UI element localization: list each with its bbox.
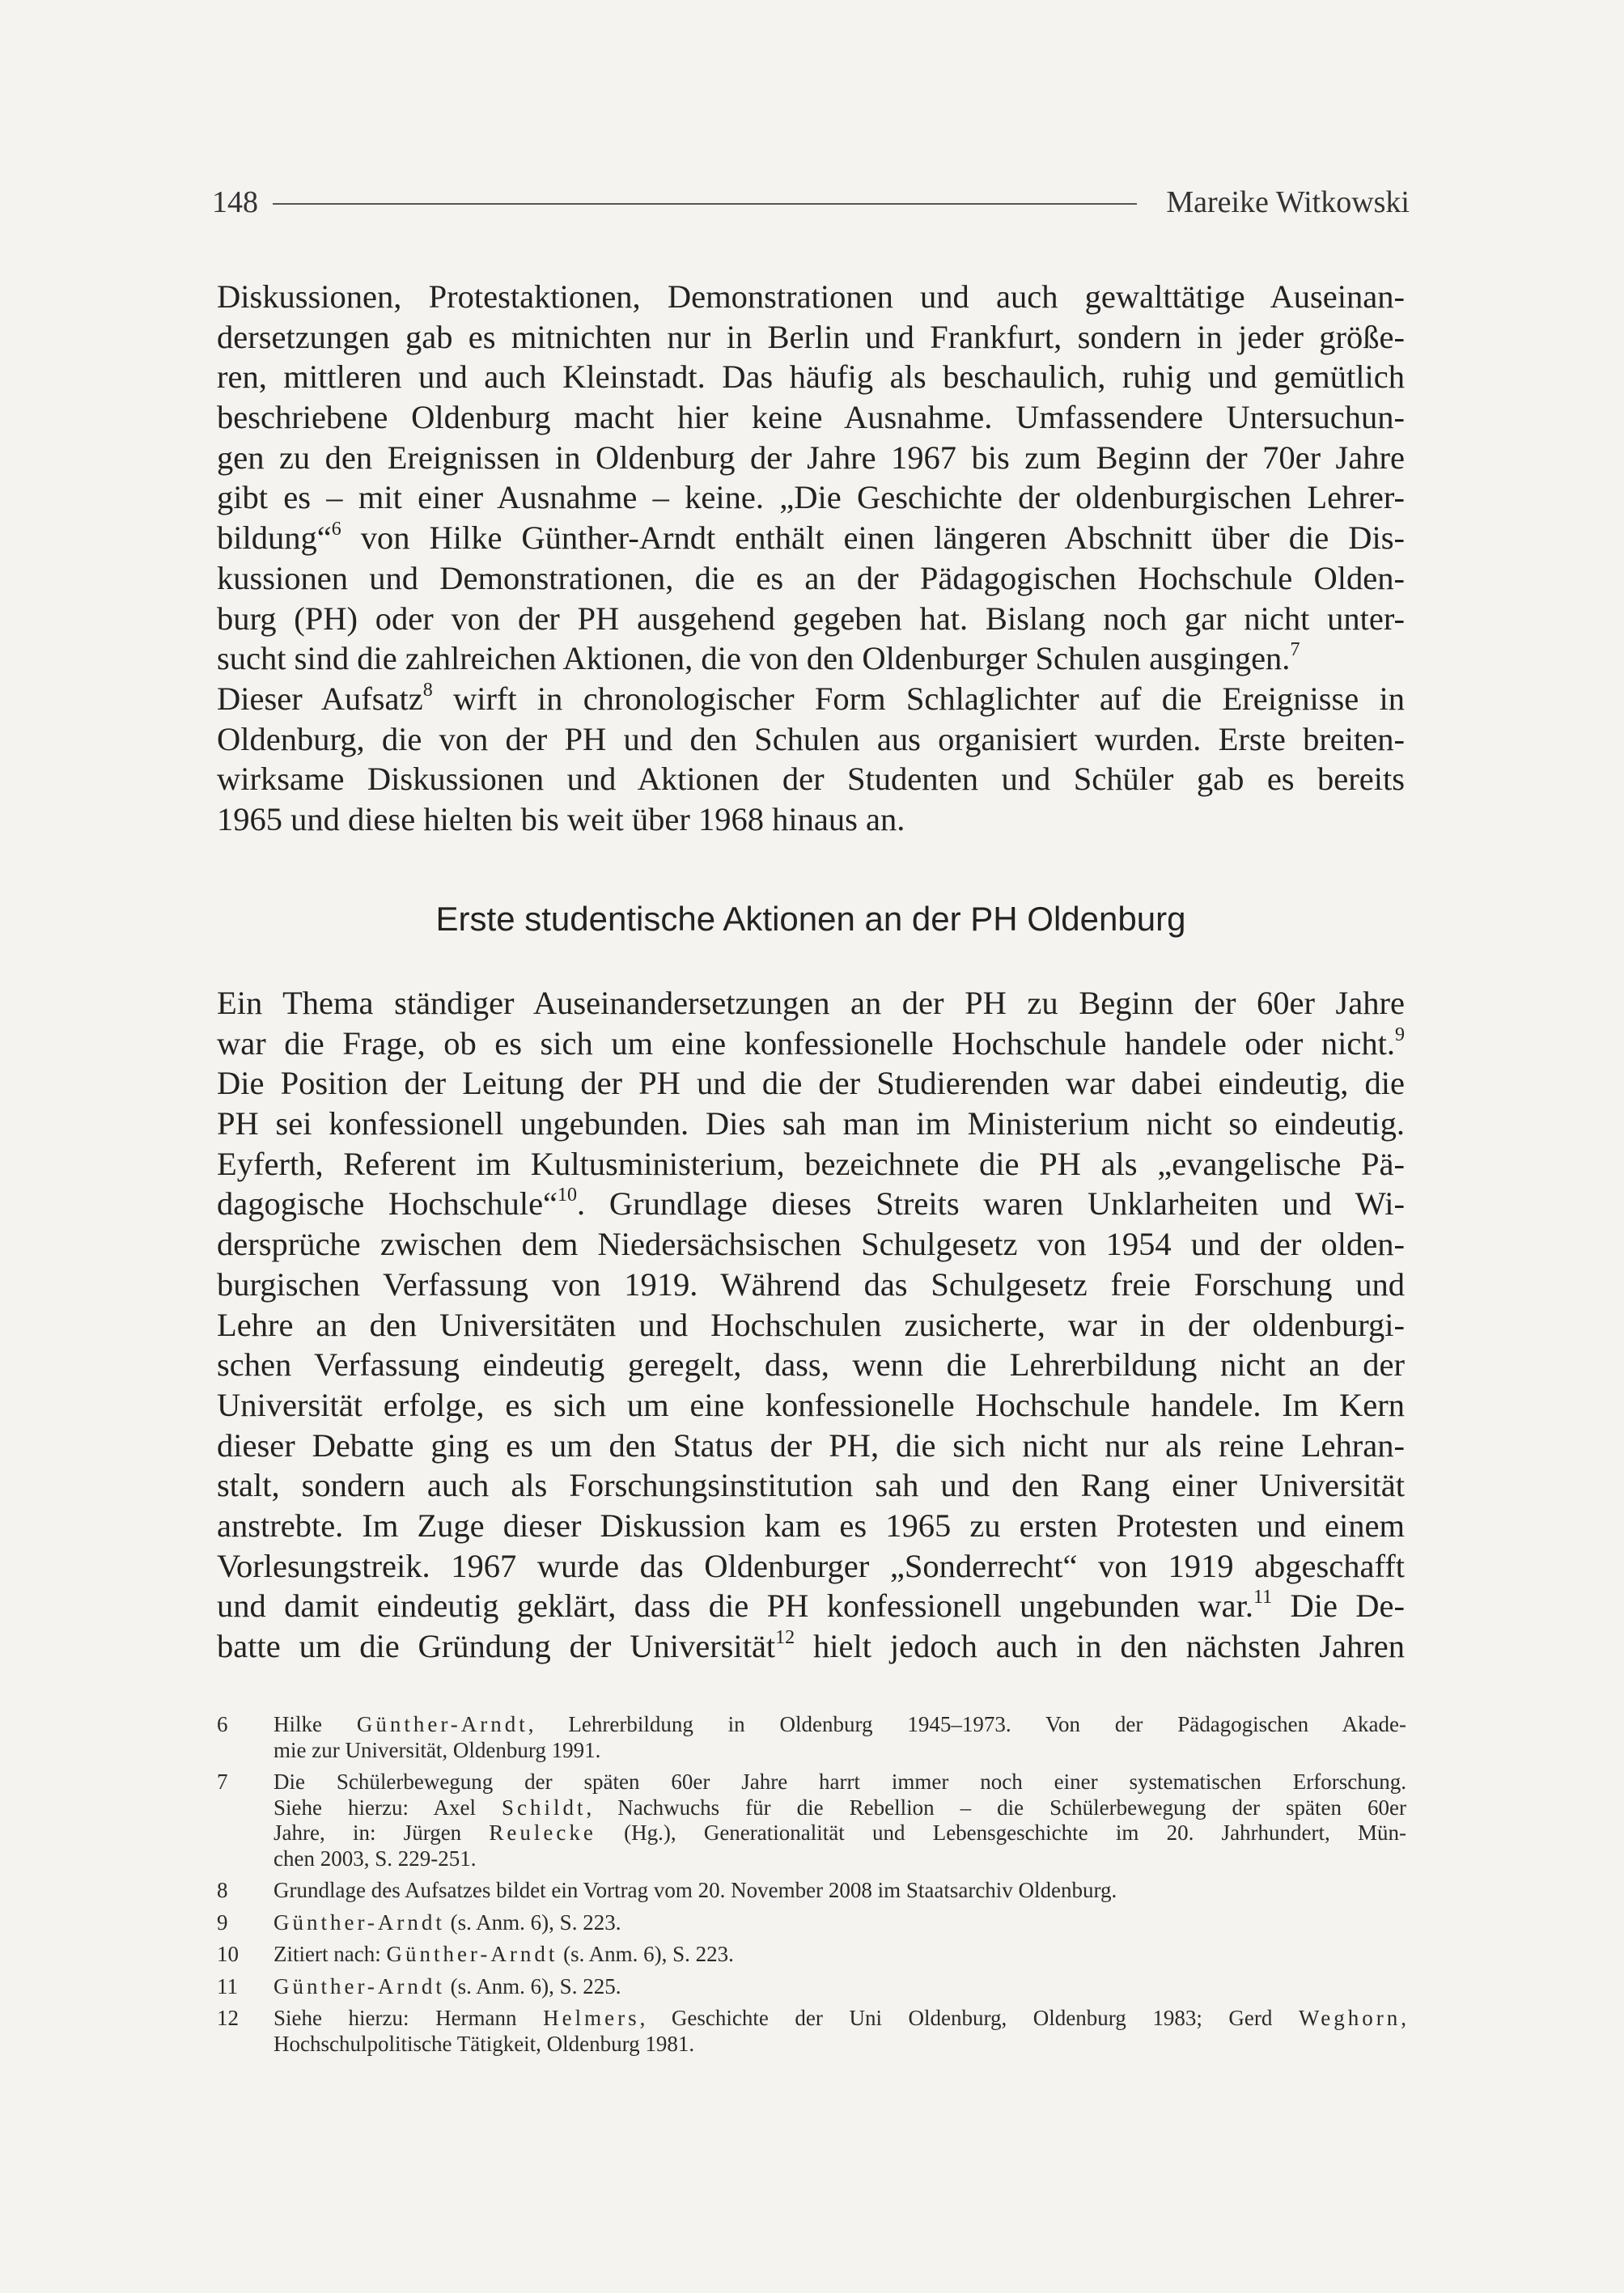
footnote bbox=[217, 1712, 1406, 1763]
text-line: Vorlesungstreik. 1967 wurde das Oldenburger „Sonderrecht“ von 1919 abgeschafft bbox=[217, 1547, 1405, 1584]
text-line: Die Position der Leitung der PH und die der Studierenden war dabei eindeutig, die bbox=[217, 1065, 1405, 1102]
text-line: Dieser Aufsatz$^8$ wirft in chronologischer Form Schlaglichter auf die Ereignisse in bbox=[217, 679, 1405, 717]
text-line: ren, mittleren und auch Kleinstadt. Das häufig als beschaulich, ruhig und gemütlich bbox=[217, 358, 1405, 396]
footnote-line: Siehe hierzu: Hermann Helmers, Geschichte der Uni Oldenburg, Oldenburg 1983; Gerd Weghorn, bbox=[273, 2006, 1407, 2030]
intro-paragraph bbox=[217, 277, 1405, 840]
text-line: burgischen Verfassung von 1919. Während das Schulgesetz freie Forschung und bbox=[217, 1265, 1405, 1303]
text-line: schen Verfassung eindeutig geregelt, dass, wenn die Lehrerbildung nicht an der bbox=[217, 1346, 1405, 1384]
footnote-line: chen 2003, S. 229-251. bbox=[273, 1846, 477, 1871]
footnote-ref: 12 bbox=[775, 1627, 795, 1648]
author-name: Günther-Arndt bbox=[386, 1942, 558, 1966]
footnote-ref: 6 bbox=[331, 519, 341, 540]
footnote-number: 7 bbox=[217, 1770, 228, 1794]
footnote bbox=[217, 1910, 1406, 1936]
footnote bbox=[217, 1942, 1406, 1968]
text-line: 1965 und diese hielten bis weit über 1968 hinaus an. bbox=[217, 800, 905, 837]
text-line: PH sei konfessionell ungebunden. Dies sah man im Ministerium nicht so eindeutig. bbox=[217, 1105, 1405, 1142]
text-line: war die Frage, ob es sich um eine konfessionelle Hochschule handele oder nicht.$^9$ bbox=[217, 1024, 1405, 1062]
footnote bbox=[217, 1974, 1406, 2000]
text-line: dagogische Hochschule“$^{10}$. Grundlage dieses Streits waren Unklarheiten und Wi- bbox=[217, 1185, 1405, 1223]
footnote-line: Jahre, in: Jürgen Reulecke (Hg.), Generationalität und Lebensgeschichte im 20. Jahrhundert, Mün- bbox=[273, 1820, 1407, 1845]
footnote-ref: 9 bbox=[1395, 1024, 1405, 1045]
footnotes bbox=[217, 1712, 1406, 2063]
text-line: und damit eindeutig geklärt, dass die PH konfessionell ungebunden war.$^{11}$ Die De- bbox=[217, 1587, 1406, 1625]
text-line: gibt es – mit einer Ausnahme – keine. „Die Geschichte der oldenburgischen Lehrer- bbox=[217, 479, 1405, 516]
footnote-number: 10 bbox=[217, 1942, 239, 1966]
footnote-line: Hilke Günther-Arndt, Lehrerbildung in Oldenburg 1945–1973. Von der Pädagogischen Akade- bbox=[273, 1712, 1406, 1736]
running-head-author: Mareike Witkowski bbox=[1166, 185, 1410, 219]
author-name: Günther-Arndt bbox=[273, 1973, 445, 1998]
footnote-line: Grundlage des Aufsatzes bildet ein Vortrag vom 20. November 2008 im Staatsarchiv Oldenburg. bbox=[273, 1878, 1117, 1902]
text-line: dersetzungen gab es mitnichten nur in Berlin und Frankfurt, sondern in jeder größe- bbox=[217, 318, 1405, 355]
text-line: Diskussionen, Protestaktionen, Demonstrationen und auch gewalttätige Auseinan- bbox=[217, 278, 1405, 315]
footnote-number: 12 bbox=[217, 2006, 239, 2030]
footnote-line: Die Schülerbewegung der späten 60er Jahre harrt immer noch einer systematischen Erforschung. bbox=[273, 1770, 1406, 1794]
page-number: 148 bbox=[212, 185, 258, 219]
text-line: gen zu den Ereignissen in Oldenburg der Jahre 1967 bis zum Beginn der 70er Jahre bbox=[217, 439, 1405, 476]
author-name: Günther-Arndt bbox=[273, 1909, 445, 1935]
footnote-ref: 10 bbox=[558, 1185, 578, 1206]
footnote-line: Siehe hierzu: Axel Schildt, Nachwuchs für die Rebellion – die Schülerbewegung der späten 60er bbox=[273, 1795, 1406, 1820]
footnote bbox=[217, 1770, 1406, 1871]
text-line: Universität erfolge, es sich um eine konfessionelle Hochschule handele. Im Kern bbox=[217, 1386, 1405, 1423]
footnote-number: 6 bbox=[217, 1712, 228, 1736]
section-paragraph bbox=[217, 983, 1405, 1667]
text-line: batte um die Gründung der Universität$^{12}$ hielt jedoch auch in den nächsten Jahren bbox=[217, 1627, 1405, 1664]
text-line: kussionen und Demonstrationen, die es an der Pädagogischen Hochschule Olden- bbox=[217, 559, 1405, 596]
footnote-number: 11 bbox=[217, 1973, 238, 1998]
footnote bbox=[217, 1878, 1406, 1904]
footnote-line: mie zur Universität, Oldenburg 1991. bbox=[273, 1737, 601, 1762]
text-line: burg (PH) oder von der PH ausgehend gegeben hat. Bislang noch gar nicht unter- bbox=[217, 600, 1405, 637]
footnote-ref: 7 bbox=[1290, 639, 1300, 661]
text-line: beschriebene Oldenburg macht hier keine Ausnahme. Umfassendere Untersuchun- bbox=[217, 399, 1405, 436]
text-line: stalt, sondern auch als Forschungsinstitution sah und den Rang einer Universität bbox=[217, 1467, 1405, 1504]
author-name: Weghorn bbox=[1298, 2006, 1401, 2030]
footnote-ref: 11 bbox=[1253, 1587, 1273, 1608]
author-name: Schildt bbox=[501, 1795, 587, 1820]
author-name: Helmers bbox=[543, 2006, 640, 2030]
text-line: Lehre an den Universitäten und Hochschulen zusicherte, war in der oldenburgi- bbox=[217, 1306, 1405, 1343]
header-rule bbox=[273, 203, 1137, 205]
text-line: dieser Debatte ging es um den Status der PH, die sich nicht nur als reine Lehran- bbox=[217, 1426, 1405, 1464]
text-line: anstrebte. Im Zuge dieser Diskussion kam es 1965 zu ersten Protesten und einem bbox=[217, 1507, 1405, 1544]
text-line: sucht sind die zahlreichen Aktionen, die von den Oldenburger Schulen ausgingen.$^7$ bbox=[217, 639, 1300, 677]
author-name: Günther-Arndt bbox=[356, 1712, 528, 1736]
footnote-ref: 8 bbox=[422, 679, 433, 701]
footnote-line: Günther-Arndt (s. Anm. 6), S. 225. bbox=[273, 1973, 621, 1998]
text-line: bildung“$^6$ von Hilke Günther-Arndt enthält einen längeren Abschnitt über die Dis- bbox=[217, 519, 1405, 557]
text-line: wirksame Diskussionen und Aktionen der Studenten und Schüler gab es bereits bbox=[217, 761, 1405, 798]
footnote-number: 9 bbox=[217, 1909, 228, 1935]
text-line: Eyferth, Referent im Kultusministerium, bezeichnete die PH als „evangelische Pä- bbox=[217, 1145, 1405, 1182]
author-name: Reulecke bbox=[489, 1820, 596, 1845]
footnote-line: Günther-Arndt (s. Anm. 6), S. 223. bbox=[273, 1909, 621, 1935]
text-line: dersprüche zwischen dem Niedersächsischen Schulgesetz von 1954 und der olden- bbox=[217, 1226, 1405, 1263]
footnote bbox=[217, 2006, 1406, 2057]
footnote-line: Hochschulpolitische Tätigkeit, Oldenburg 1981. bbox=[273, 2031, 695, 2056]
text-line: Oldenburg, die von der PH und den Schulen aus organisiert wurden. Erste breiten- bbox=[217, 720, 1405, 757]
footnote-number: 8 bbox=[217, 1878, 228, 1902]
footnote-line: Zitiert nach: Günther-Arndt (s. Anm. 6), S. 223. bbox=[273, 1942, 734, 1966]
running-header bbox=[212, 184, 1410, 220]
text-line: Ein Thema ständiger Auseinandersetzungen an der PH zu Beginn der 60er Jahre bbox=[217, 985, 1405, 1021]
section-heading: Erste studentische Aktionen an der PH Oldenburg bbox=[435, 900, 1186, 938]
